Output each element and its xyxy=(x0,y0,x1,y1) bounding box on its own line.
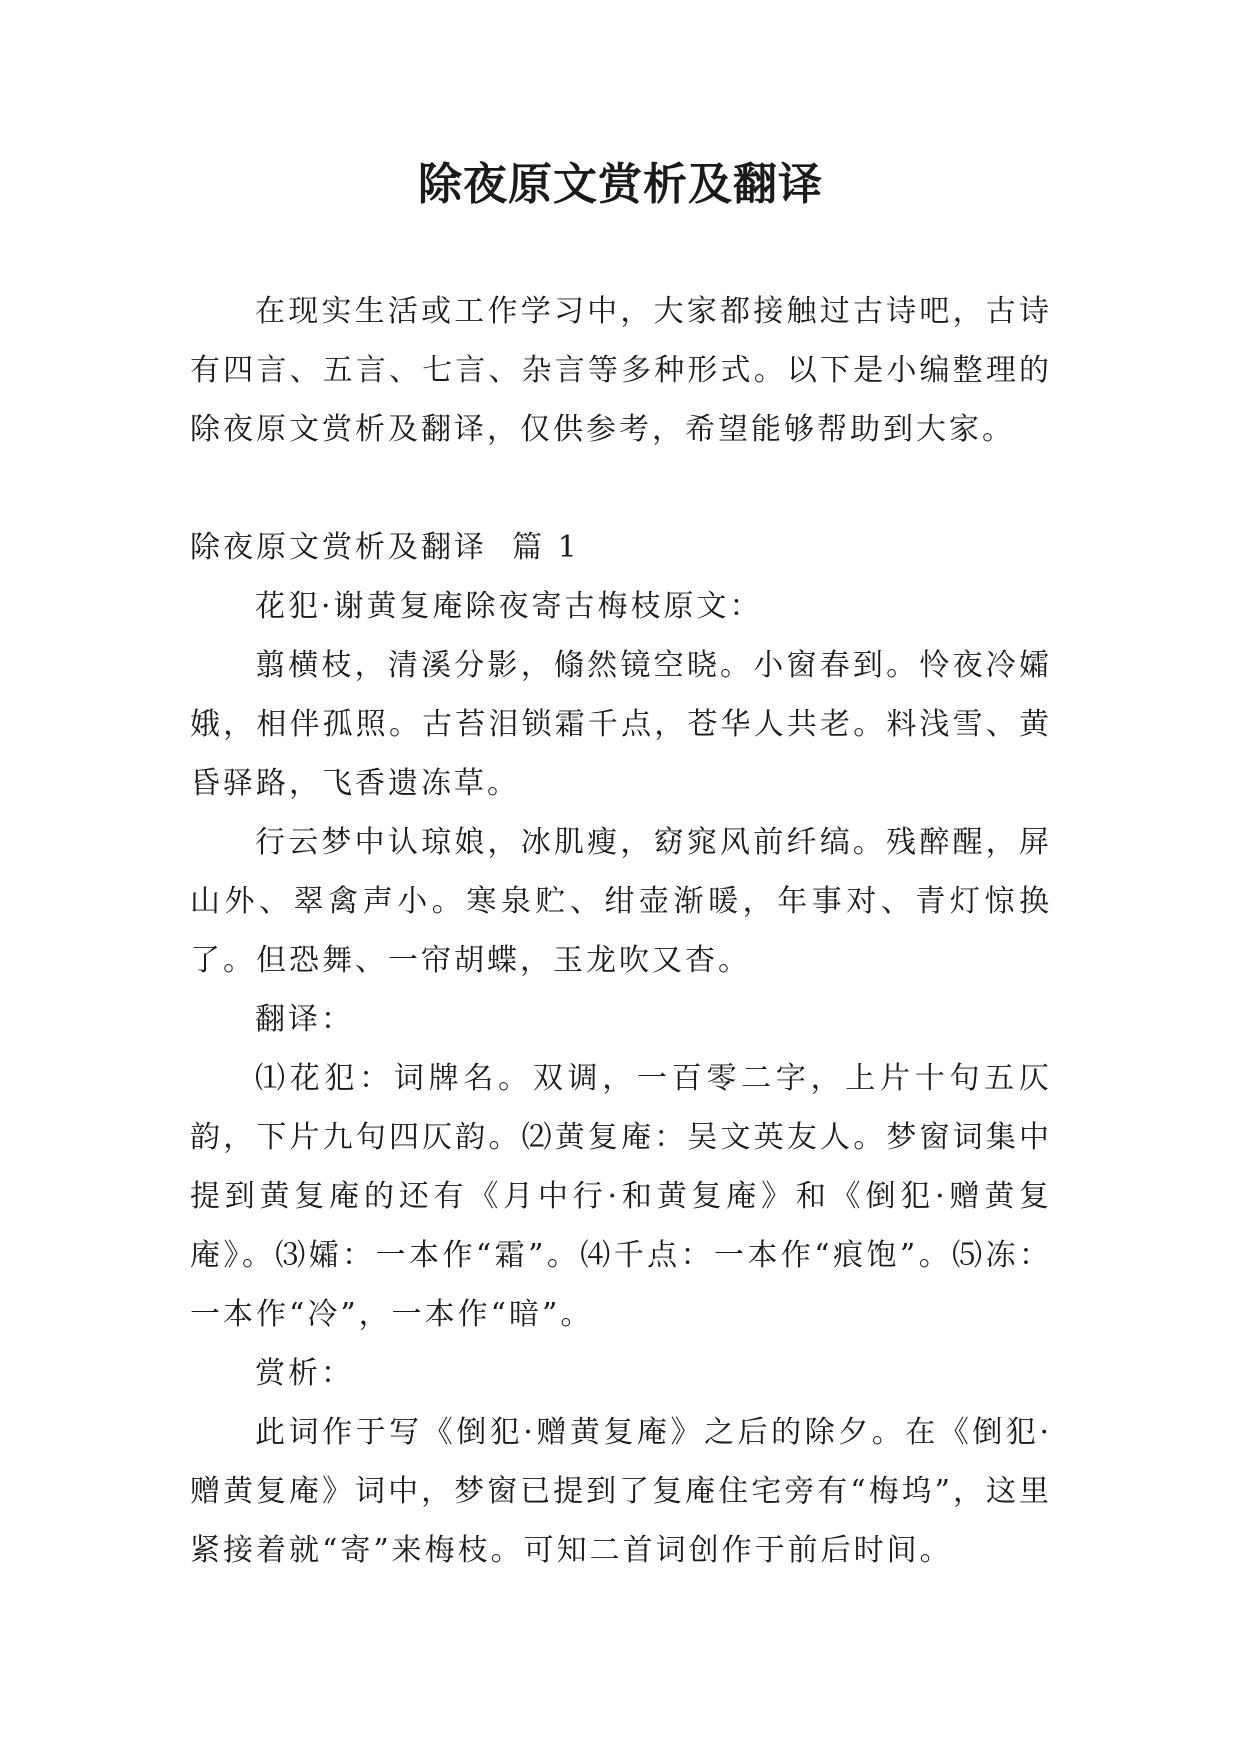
section-heading: 除夜原文赏析及翻译 篇 1 xyxy=(190,530,580,565)
translation-label: 翻译： xyxy=(255,1002,354,1037)
section-1 xyxy=(190,518,1052,1580)
poem-stanza-2: 行云梦中认琼娘，冰肌瘦，窈窕风前纤缟。残醉醒，屏山外、翠禽声小。寒泉贮、绀壶渐暖，年事对、青灯惊换了。但恐舞、一帘胡蝶，玉龙吹又杳。 xyxy=(190,825,1052,978)
poem-label: 花犯·谢黄复庵除夜寄古梅枝原文： xyxy=(255,589,763,624)
document-title: 除夜原文赏析及翻译 xyxy=(418,159,823,210)
translation-paragraph: ⑴花犯：词牌名。双调，一百零二字，上片十句五仄韵，下片九句四仄韵。⑵黄复庵：吴文英友人。梦窗词集中提到黄复庵的还有《月中行·和黄复庵》和《倒犯·赠黄复庵》。⑶孀：一本作“霜”。⑷千点：一本作“痕饱”。⑸冻：一本作“冷”，一本作“暗”。 xyxy=(190,1061,1052,1332)
poem-stanza-1: 翦横枝，清溪分影，翛然镜空晓。小窗春到。怜夜冷孀娥，相伴孤照。古苔泪锁霜千点，苍华人共老。料浅雪、黄昏驿路，飞香遗冻草。 xyxy=(190,648,1052,801)
analysis-label: 赏析： xyxy=(255,1356,354,1391)
intro-block xyxy=(190,282,1052,459)
intro-paragraph: 在现实生活或工作学习中，大家都接触过古诗吧，古诗有四言、五言、七言、杂言等多种形式。以下是小编整理的除夜原文赏析及翻译，仅供参考，希望能够帮助到大家。 xyxy=(190,294,1052,447)
analysis-paragraph: 此词作于写《倒犯·赠黄复庵》之后的除夕。在《倒犯·赠黄复庵》词中，梦窗已提到了复庵住宅旁有“梅坞”，这里紧接着就“寄”来梅枝。可知二首词创作于前后时间。 xyxy=(190,1415,1052,1568)
